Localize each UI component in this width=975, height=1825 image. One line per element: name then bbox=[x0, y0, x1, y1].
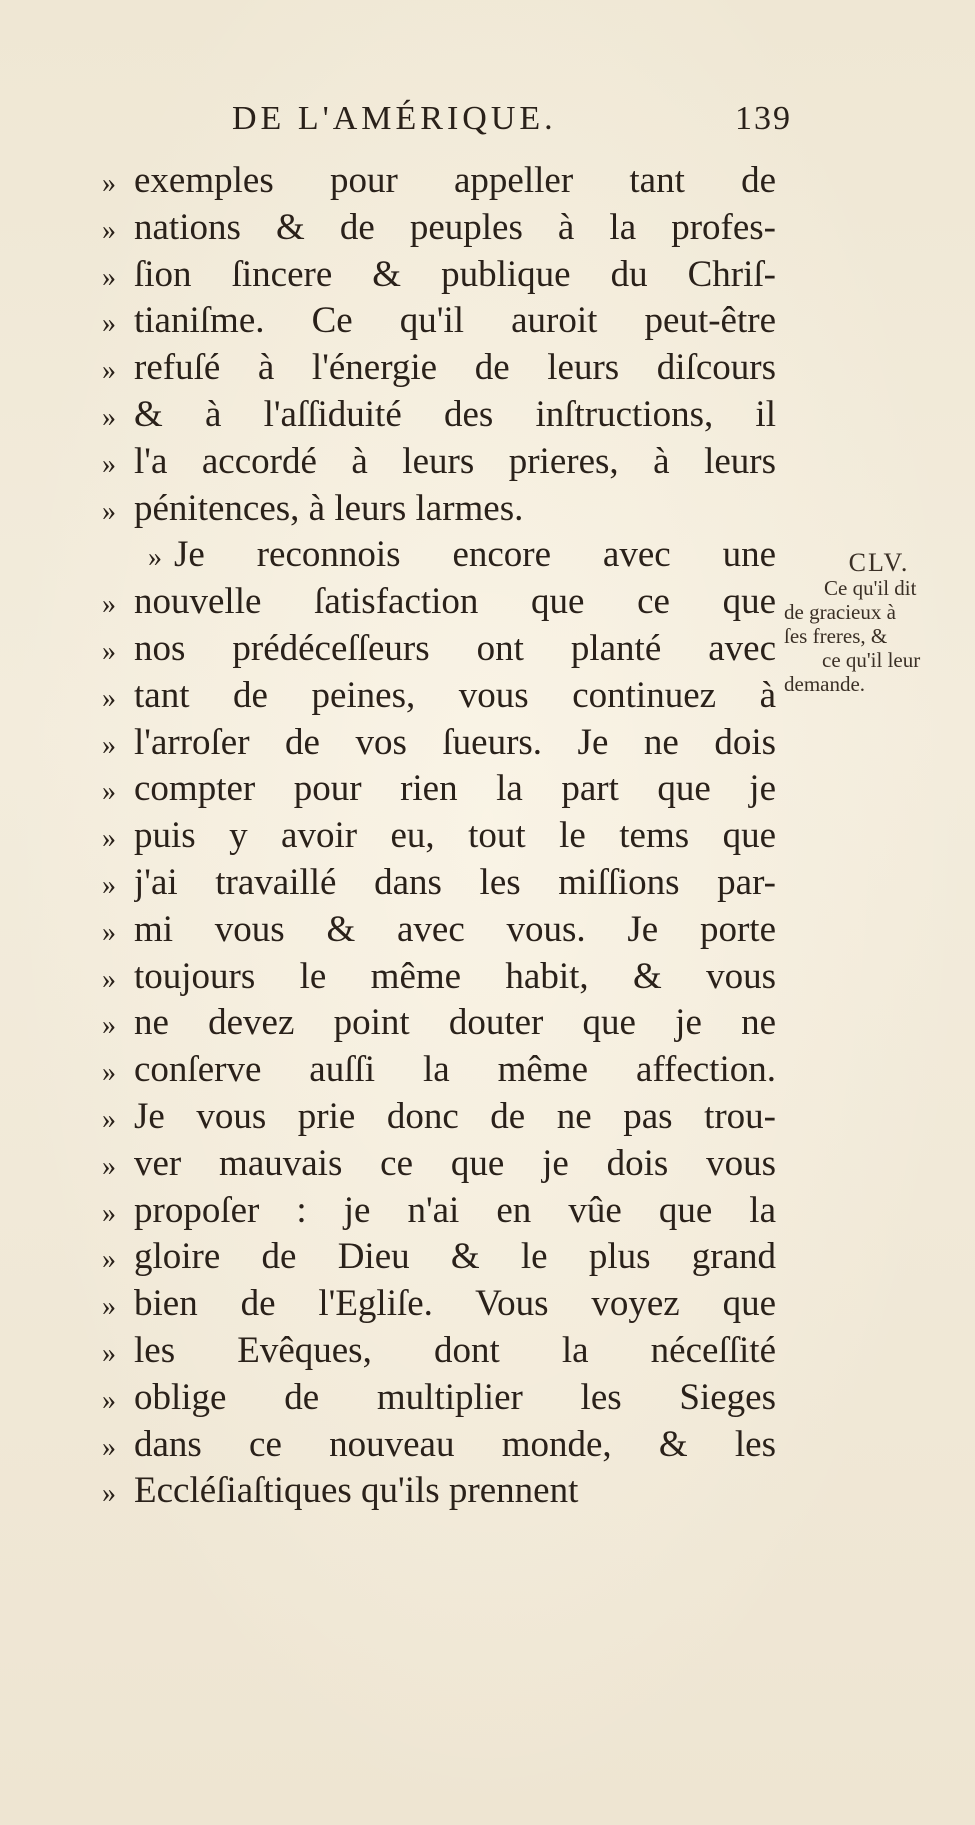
quotation-mark: » bbox=[102, 168, 116, 199]
text-line bbox=[102, 486, 776, 533]
line-text: tant de peines, vous continuez à bbox=[134, 674, 776, 716]
text-line bbox=[102, 298, 776, 345]
quotation-mark: » bbox=[102, 729, 116, 761]
quotation-mark: » bbox=[102, 869, 116, 901]
quotation-mark: » bbox=[102, 261, 116, 293]
line-text: nouvelle ſatisfaction que ce que bbox=[134, 581, 776, 623]
text-line bbox=[102, 1000, 776, 1047]
line-text: gloire de Dieu & le plus grand bbox=[134, 1236, 776, 1278]
line-text: oblige de multiplier les Sieges bbox=[134, 1376, 776, 1418]
line-text: Je vous prie donc de ne pas trou- bbox=[134, 1095, 776, 1137]
quotation-mark: » bbox=[102, 214, 116, 246]
line-text: l'arroſer de vos ſueurs. Je ne dois bbox=[134, 721, 776, 763]
quotation-mark: » bbox=[102, 308, 116, 340]
line-text: & à l'aſſiduité des inſtructions, il bbox=[134, 393, 776, 435]
line-text: ne devez point douter que je ne bbox=[134, 1002, 776, 1044]
page-number: 139 bbox=[735, 100, 792, 137]
text-line bbox=[102, 1141, 776, 1188]
line-text: ver mauvais ce que je dois vous bbox=[134, 1142, 776, 1184]
text-line bbox=[102, 626, 776, 673]
quotation-mark: » bbox=[102, 635, 116, 667]
line-text: nos prédéceſſeurs ont planté avec bbox=[134, 627, 776, 669]
quotation-mark: » bbox=[102, 1150, 116, 1182]
text-line bbox=[102, 532, 776, 579]
quotation-mark: » bbox=[102, 1244, 116, 1276]
line-text: propoſer : je n'ai en vûe que la bbox=[134, 1189, 776, 1231]
quotation-mark: » bbox=[148, 542, 162, 574]
text-line bbox=[102, 673, 776, 720]
text-line bbox=[102, 1234, 776, 1281]
line-text: bien de l'Egliſe. Vous voyez que bbox=[134, 1283, 776, 1325]
quotation-mark: » bbox=[102, 448, 116, 480]
body-text bbox=[102, 158, 776, 1515]
quotation-mark: » bbox=[102, 401, 116, 433]
quotation-mark: » bbox=[102, 1431, 116, 1463]
text-line bbox=[102, 907, 776, 954]
quotation-mark: » bbox=[102, 589, 116, 621]
line-text: les Evêques, dont la néceſſité bbox=[134, 1329, 776, 1371]
line-text: compter pour rien la part que je bbox=[134, 768, 776, 810]
text-line bbox=[102, 205, 776, 252]
quotation-mark: » bbox=[102, 823, 116, 855]
margin-note bbox=[784, 548, 966, 696]
line-text: Eccléſiaſtiques qu'ils prennent bbox=[134, 1470, 579, 1512]
line-text: nations & de peuples à la profes- bbox=[134, 206, 776, 248]
line-text: j'ai travaillé dans les miſſions par- bbox=[134, 861, 776, 903]
line-text: dans ce nouveau monde, & les bbox=[134, 1423, 776, 1465]
text-line bbox=[102, 1328, 776, 1375]
quotation-mark: » bbox=[102, 1103, 116, 1135]
text-line bbox=[102, 860, 776, 907]
text-line bbox=[102, 158, 776, 205]
quotation-mark: » bbox=[102, 355, 116, 387]
text-line bbox=[102, 1188, 776, 1235]
running-title: DE L'AMÉRIQUE. bbox=[232, 100, 557, 137]
text-line bbox=[102, 720, 776, 767]
text-line bbox=[102, 439, 776, 486]
text-line bbox=[102, 345, 776, 392]
text-line bbox=[102, 392, 776, 439]
text-line bbox=[102, 1047, 776, 1094]
quotation-mark: » bbox=[102, 682, 116, 714]
margin-note-line: de gracieux à bbox=[784, 600, 896, 624]
line-text: tianiſme. Ce qu'il auroit peut-être bbox=[134, 300, 776, 342]
text-line bbox=[102, 1468, 776, 1515]
quotation-mark: » bbox=[102, 1197, 116, 1229]
line-text: conſerve auſſi la même affection. bbox=[134, 1049, 776, 1091]
line-text: ſion ſincere & publique du Chriſ- bbox=[134, 253, 776, 295]
line-text: Je reconnois encore avec une bbox=[174, 534, 776, 576]
quotation-mark: » bbox=[102, 1478, 116, 1510]
margin-note-line: ſes freres, & bbox=[784, 624, 888, 648]
text-line bbox=[102, 813, 776, 860]
line-text: l'a accordé à leurs prieres, à leurs bbox=[134, 440, 776, 482]
quotation-mark: » bbox=[102, 916, 116, 948]
margin-note-line: demande. bbox=[784, 672, 866, 696]
quotation-mark: » bbox=[102, 776, 116, 808]
quotation-mark: » bbox=[102, 1337, 116, 1369]
text-line bbox=[102, 579, 776, 626]
text-line bbox=[102, 1094, 776, 1141]
page-header bbox=[232, 100, 792, 140]
text-line bbox=[102, 252, 776, 299]
line-text: toujours le même habit, & vous bbox=[134, 955, 776, 997]
quotation-mark: » bbox=[102, 963, 116, 995]
line-text: pénitences, à leurs larmes. bbox=[134, 487, 524, 529]
line-text: exemples pour appeller tant de bbox=[134, 160, 776, 201]
text-line bbox=[102, 1281, 776, 1328]
margin-note-line: ce qu'il leur bbox=[822, 648, 921, 672]
margin-note-line: Ce qu'il dit bbox=[824, 576, 917, 600]
text-line bbox=[102, 1422, 776, 1469]
line-text: mi vous & avec vous. Je porte bbox=[134, 908, 776, 950]
quotation-mark: » bbox=[102, 1010, 116, 1042]
margin-note-number: CLV. bbox=[848, 548, 910, 577]
line-text: refuſé à l'énergie de leurs diſcours bbox=[134, 347, 776, 389]
text-line bbox=[102, 954, 776, 1001]
text-line bbox=[102, 766, 776, 813]
quotation-mark: » bbox=[102, 1384, 116, 1416]
quotation-mark: » bbox=[102, 495, 116, 527]
text-line bbox=[102, 1375, 776, 1422]
quotation-mark: » bbox=[102, 1057, 116, 1089]
quotation-mark: » bbox=[102, 1291, 116, 1323]
line-text: puis y avoir eu, tout le tems que bbox=[134, 815, 776, 857]
